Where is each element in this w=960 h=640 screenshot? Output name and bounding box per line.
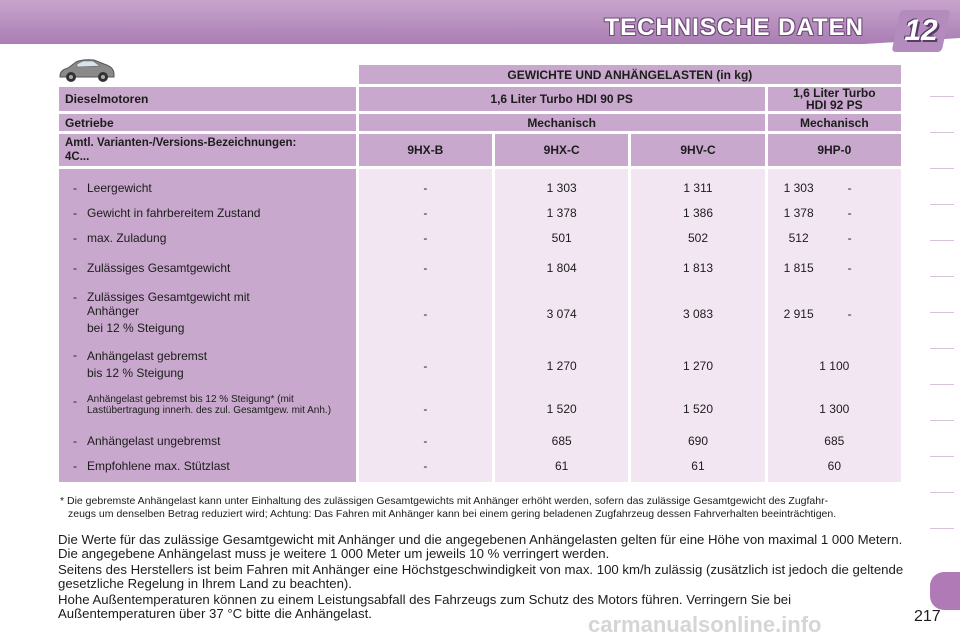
cell: 1 378 (546, 205, 577, 220)
cell: 501 (551, 230, 572, 245)
engine-b-line1: 1,6 Liter Turbo (793, 86, 876, 100)
cell: 1 270 (546, 359, 577, 373)
variant-label-line1: Amtl. Varianten-/Versions-Bezeichnungen: (65, 137, 297, 149)
engine-b (768, 87, 901, 111)
row-label: - Anhängelast gebremst bis 12 % Steigung* (mit Lastübertragung innerh. des zul. Gesamtgew. mit Anh.) (73, 394, 332, 416)
cell: 1 520 (546, 402, 577, 416)
sidebar-divider (930, 204, 954, 205)
engine-b-line2: HDI 92 PS (805, 98, 863, 112)
column-9hx-b (359, 169, 492, 482)
sidebar-divider (930, 132, 954, 133)
sidebar-divider (930, 96, 954, 97)
table-banner: GEWICHTE UND ANHÄNGELASTEN (in kg) (359, 65, 901, 84)
cell: 1 813 (682, 261, 713, 275)
row-label: - Gewicht in fahrbereitem Zustand (73, 205, 261, 220)
sidebar-divider (930, 312, 954, 313)
sidebar-divider (930, 420, 954, 421)
sidebar-divider (930, 240, 954, 241)
row-labels (59, 169, 356, 482)
cell: 61 (691, 458, 705, 473)
engine-a: 1,6 Liter Turbo HDI 90 PS (359, 87, 765, 111)
chapter-badge (896, 10, 946, 52)
cell: 1 804 (546, 261, 577, 275)
page-number: 217 (914, 608, 941, 625)
sidebar-divider (930, 384, 954, 385)
variant-code: 9HV-C (631, 134, 764, 166)
cell: 1 311 (683, 180, 713, 195)
sidebar-divider (930, 528, 954, 529)
cell: 2 915 - (783, 307, 852, 321)
cell: 1 378 - (783, 205, 852, 220)
variant-label (59, 134, 356, 166)
row-label: - Zulässiges Gesamtgewicht (73, 261, 231, 275)
cell: 685 (551, 433, 572, 448)
cell: - (423, 402, 428, 416)
column-9hv-c (631, 169, 764, 482)
cell: 3 074 (546, 307, 577, 321)
cell: 60 (827, 458, 841, 473)
row-label: - Zulässiges Gesamtgewicht mit Anhänger bei 12 % Steigung (73, 290, 250, 335)
row-label: - Leergewicht (73, 180, 152, 195)
cell: - (423, 180, 428, 195)
gear-a: Mechanisch (359, 114, 765, 131)
column-9hp-0 (768, 169, 901, 482)
cell: - (423, 359, 428, 373)
cell: 1 300 (819, 402, 850, 416)
cell: 1 815 - (783, 261, 852, 275)
sidebar-divider (930, 348, 954, 349)
footnote-line1: * Die gebremste Anhängelast kann unter Einhaltung des zulässigen Gesamtgewichts mit Anhänger erhöht werden, sofern das zulässige Gesamtgewicht des Zugfahr- (60, 495, 829, 507)
cell: - (423, 205, 428, 220)
cell: 3 083 (682, 307, 713, 321)
cell: 690 (687, 433, 708, 448)
variant-label-line2: 4C... (65, 151, 90, 163)
page-title: TECHNISCHE DATEN (604, 14, 864, 41)
cell: - (423, 230, 428, 245)
cell: 1 303 - (783, 180, 852, 195)
cell: 512 - (788, 230, 852, 245)
variant-code: 9HP-0 (768, 134, 901, 166)
sidebar-divider (930, 456, 954, 457)
row-label: - Anhängelast ungebremst (73, 433, 221, 448)
weights-table (56, 62, 904, 485)
cell: 61 (554, 458, 569, 473)
cell: 1 386 (682, 205, 713, 220)
cell: 685 (824, 433, 845, 448)
variant-code: 9HX-B (359, 134, 492, 166)
chapter-number: 12 (904, 14, 938, 47)
cell: - (423, 433, 428, 448)
cell: 1 303 (546, 180, 577, 195)
cell: - (423, 261, 428, 275)
cell: 1 520 (682, 402, 713, 416)
variant-code: 9HX-C (495, 134, 628, 166)
cell: 1 100 (819, 359, 850, 373)
paragraph-temperature: Hohe Außentemperaturen können zu einem Leistungsabfall des Fahrzeugs zum Schutz des Motors führen. Verringern Sie bei Außentemperaturen über 37 °C bitte die Anhängelast. (58, 592, 792, 621)
gear-b: Mechanisch (768, 114, 901, 131)
column-9hx-c (495, 169, 628, 482)
engine-label: Dieselmotoren (59, 87, 356, 111)
row-label: - max. Zuladung (73, 230, 167, 245)
paragraph-speed: Seitens des Herstellers ist beim Fahren mit Anhänger eine Höchstgeschwindigkeit von max. 100 km/h zulässig (zusätzlich ist jedoch die geltende gesetzliche Regelung in Ihrem Land zu beachten). (58, 562, 904, 591)
footnote (60, 495, 908, 521)
footnote-line2: zeugs um denselben Betrag reduziert wird; Achtung: Das Fahren mit Anhänger kann bei einem gering beladenen Zugfahrzeug dessen Fahrverhalten beeinträchtigen. (68, 508, 837, 520)
cell: 502 (687, 230, 708, 245)
cell: 1 270 (682, 359, 713, 373)
chapter-sidebar (930, 60, 960, 620)
sidebar-divider (930, 492, 954, 493)
cell: - (423, 458, 428, 473)
sidebar-divider (930, 276, 954, 277)
watermark: carmanualsonline.info (588, 612, 822, 637)
chapter-tab-active[interactable] (930, 572, 960, 610)
row-label: - Anhängelast gebremst bis 12 % Steigung (73, 348, 208, 380)
row-label: - Empfohlene max. Stützlast (73, 458, 230, 473)
gear-label: Getriebe (59, 114, 356, 131)
sidebar-divider (930, 168, 954, 169)
cell: - (423, 307, 428, 321)
paragraph-altitude: Die Werte für das zulässige Gesamtgewicht mit Anhänger und die angegebenen Anhängelasten gelten für eine Höhe von maximal 1 000 Metern. Die angegebene Anhängelast muss je weitere 1 000 Meter um jeweils 10 % verringert werden. (58, 532, 903, 561)
